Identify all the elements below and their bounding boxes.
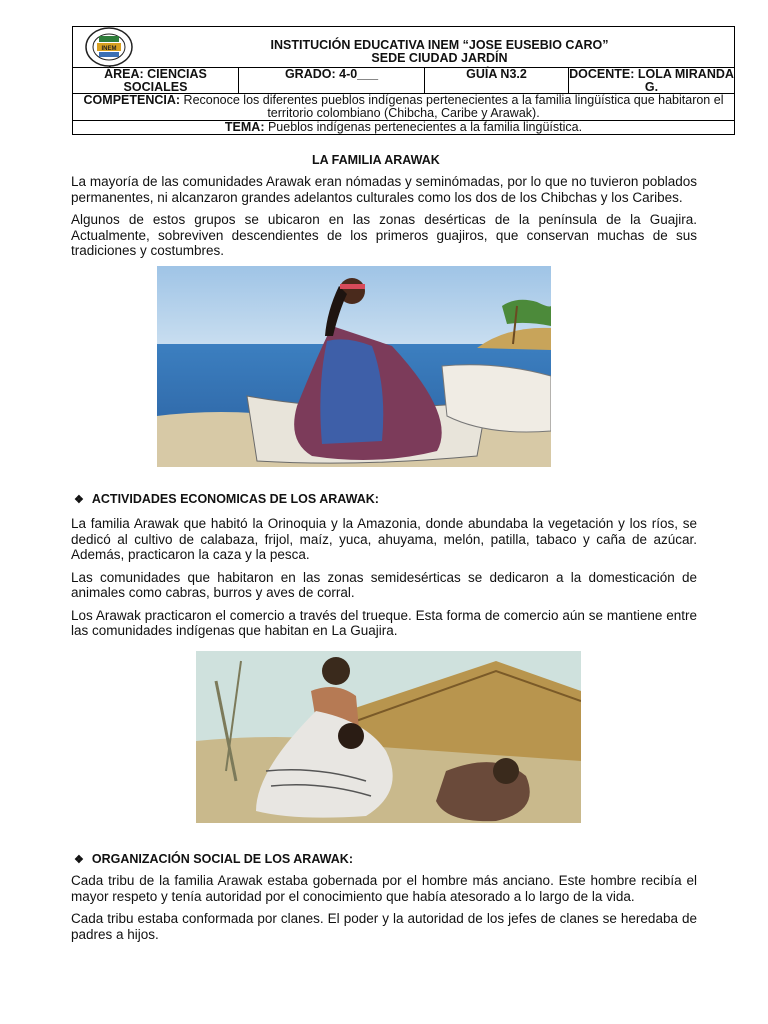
wayuu-woman-illustration [157, 266, 551, 467]
social-paragraph-1: Cada tribu de la familia Arawak estaba gobernada por el hombre más anciano. Este hombre recibía el mayor respeto y tenía autoridad por el conocimiento que había atesorado a lo largo de la vida. [71, 873, 697, 904]
institution-name: INSTITUCIÓN EDUCATIVA INEM “JOSE EUSEBIO CARO” [270, 38, 609, 52]
grado-cell: GRADO: 4-0___ [239, 68, 425, 93]
bullet-diamond-icon: ❖ [74, 853, 84, 866]
economic-paragraph-1: La familia Arawak que habitó la Orinoquia y la Amazonia, donde abundaba la vegetación y los ríos, se dedicó al cultivo de calabaza, frijol, maíz, yuca, ahuyama, melón, patilla, tabaco y caña de azúcar. Además, practicaron la caza y la pesca. [71, 516, 697, 562]
social-paragraph-2: Cada tribu estaba conformada por clanes. El poder y la autoridad de los jefes de clanes se heredaba de padres a hijos. [71, 911, 697, 942]
section-social-title: ORGANIZACIÓN SOCIAL DE LOS ARAWAK: [91, 852, 353, 866]
tema-label: TEMA: [224, 120, 265, 134]
sede-name: SEDE CIUDAD JARDÍN [371, 51, 508, 65]
svg-text:INEM: INEM [101, 46, 117, 52]
intro-paragraph-2: Algunos de estos grupos se ubicaron en las zonas desérticas de la península de la Guajira. Actualmente, sobreviven descendientes de los primeros guajiros, que conservan muchas de sus tradiciones y costumbres. [71, 212, 697, 258]
school-logo [73, 27, 145, 67]
page-title: LA FAMILIA ARAWAK [312, 153, 440, 167]
competencia-label: COMPETENCIA: [83, 93, 181, 107]
bullet-diamond-icon: ❖ [74, 493, 84, 506]
tema-text: Pueblos indígenas pertenecientes a la familia lingüística. [264, 120, 583, 134]
tema-row [73, 121, 734, 134]
docente-cell: DOCENTE: LOLA MIRANDA G. [569, 67, 734, 94]
competencia-row [73, 94, 734, 121]
economic-paragraph-3: Los Arawak practicaron el comercio a través del trueque. Esta forma de comercio aún se mantiene entre las comunidades indígenas que habitan en La Guajira. [71, 607, 697, 638]
intro-paragraph-1: La mayoría de las comunidades Arawak eran nómadas y seminómadas, por lo que no tuvieron poblados permanentes, ni alcanzaron grandes adelantos culturales como los dos de los Chibchas y los Caribes. [71, 174, 697, 205]
area-cell: ÁREA: CIENCIAS SOCIALES [73, 68, 239, 93]
competencia-text: Reconoce los diferentes pueblos indígenas pertenecientes a la familia lingüística que habitaron el territorio colombiano (Chibcha, Caribe y Arawak). [180, 93, 724, 120]
section-economic-title: ACTIVIDADES ECONOMICAS DE LOS ARAWAK: [91, 492, 379, 506]
guia-cell: GUÍA N3.2 [425, 68, 569, 93]
arawak-village-illustration [196, 651, 581, 823]
economic-paragraph-2: Las comunidades que habitaron en las zonas semidesérticas se dedicaron a la domesticación de animales como cabras, burros y aves de corral. [71, 569, 697, 600]
header-table [72, 26, 735, 135]
